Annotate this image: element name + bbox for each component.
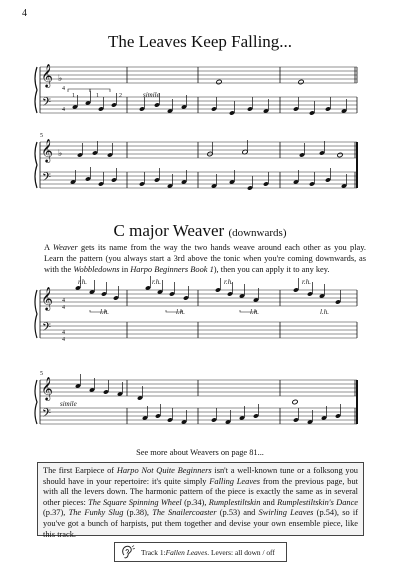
leaves-time-bot: 4 bbox=[62, 107, 65, 113]
fingering-bracket bbox=[68, 89, 90, 92]
leaves-time-top: 4 bbox=[62, 86, 65, 92]
weaver-title bbox=[0, 221, 400, 241]
rh-label: r.h. bbox=[152, 278, 161, 286]
fingering-3: 2 bbox=[119, 93, 122, 99]
note-whole bbox=[298, 79, 304, 84]
fingering-2: 1 bbox=[96, 93, 99, 99]
weaver-intro: A Weaver gets its name from the way the two hands weave around each other as you play. Learn the pattern (you always start a 3rd above the tonic when you're coming downwards, as with the Wobbledowns in Harpo Beginners Book 1), then you can apply it to any key. bbox=[44, 243, 366, 275]
page-number: 4 bbox=[22, 8, 27, 19]
leaves-sys1-treble-clef: 𝄞 bbox=[41, 63, 53, 87]
track-levers: . Levers: all down / off bbox=[207, 547, 275, 557]
piece-title: The Leaves Keep Falling... bbox=[107, 32, 293, 51]
leaves-bar-number: 5 bbox=[40, 133, 43, 139]
info-box: The first Earpiece of Harpo Not Quite Beginners isn't a well-known tune or a folksong you should have in your repertoire: it's quite simply Falling Leaves from the previous page, but with all the levers down. The harmonic pattern of the piece is exactly the same as in several other pieces: The Square Spinning Wheel (p.34), Rumplestiltskin and Rumplestiltskin's Dance (p.37), The Funky Slug (p.38), The Snailercoaster (p.53) and Swirling Leaves (p.54), so if you've got a bunch of harpists, put them together and devise your own ensemble piece, like this track. bbox=[37, 462, 364, 536]
ear-icon bbox=[119, 544, 135, 560]
music-score-weaver bbox=[0, 280, 400, 440]
note-treble-whole bbox=[337, 152, 343, 157]
lh-label: l.h. bbox=[320, 308, 329, 316]
rh-label: r.h. bbox=[224, 278, 233, 286]
note-whole bbox=[216, 79, 222, 84]
leaves-sys2-treble-clef: 𝄞 bbox=[41, 138, 53, 162]
lh-label: l.h. bbox=[100, 308, 109, 316]
fingering-1: 1 bbox=[72, 93, 75, 99]
weaver-simile: simile bbox=[60, 400, 77, 408]
leaves-sys2-brace bbox=[35, 142, 37, 188]
weaver-title-main: C major Weaver bbox=[113, 221, 225, 240]
track-name: Fallen Leaves bbox=[165, 547, 208, 557]
weaver-sys2-bass-clef: 𝄢 bbox=[42, 407, 52, 423]
weaver-sys1-treble-clef: 𝄞 bbox=[41, 286, 53, 310]
lh-label: l.h. bbox=[176, 308, 185, 316]
weaver-sys1-brace bbox=[35, 290, 37, 338]
see-more-text: See more about Weavers on page 81... bbox=[136, 448, 264, 457]
leaves-sys2-bass-clef: 𝄢 bbox=[42, 171, 52, 187]
weaver-sys2-brace bbox=[35, 380, 37, 424]
weaver-sys2-treble-clef: 𝄞 bbox=[41, 376, 53, 400]
weaver-time-bot: 4 bbox=[62, 305, 65, 311]
rh-label: r.h. bbox=[78, 278, 87, 286]
weaver-title-sub: (downwards) bbox=[228, 227, 287, 239]
weaver-time-top-b: 4 bbox=[62, 330, 65, 336]
leaves-simile: simile bbox=[143, 91, 160, 99]
weaver-sys1-bass-clef: 𝄢 bbox=[42, 321, 52, 337]
leaves-key-sig-2: ♭ bbox=[58, 148, 63, 158]
track-box bbox=[114, 542, 287, 562]
leaves-sys1-bass-clef: 𝄢 bbox=[42, 96, 52, 112]
rh-label: r.h. bbox=[302, 278, 311, 286]
track-prefix: Track 1: bbox=[141, 547, 166, 557]
music-score-leaves bbox=[0, 55, 400, 205]
fingering-bracket bbox=[90, 89, 110, 92]
weaver-time-top: 4 bbox=[62, 298, 65, 304]
lh-label: l.h. bbox=[250, 308, 259, 316]
leaves-sys1-brace bbox=[35, 67, 37, 113]
weaver-time-bot-b: 4 bbox=[62, 337, 65, 343]
note-treble-whole bbox=[292, 399, 298, 404]
weaver-bar-number: 5 bbox=[40, 371, 43, 377]
leaves-key-sig: ♭ bbox=[58, 73, 63, 83]
